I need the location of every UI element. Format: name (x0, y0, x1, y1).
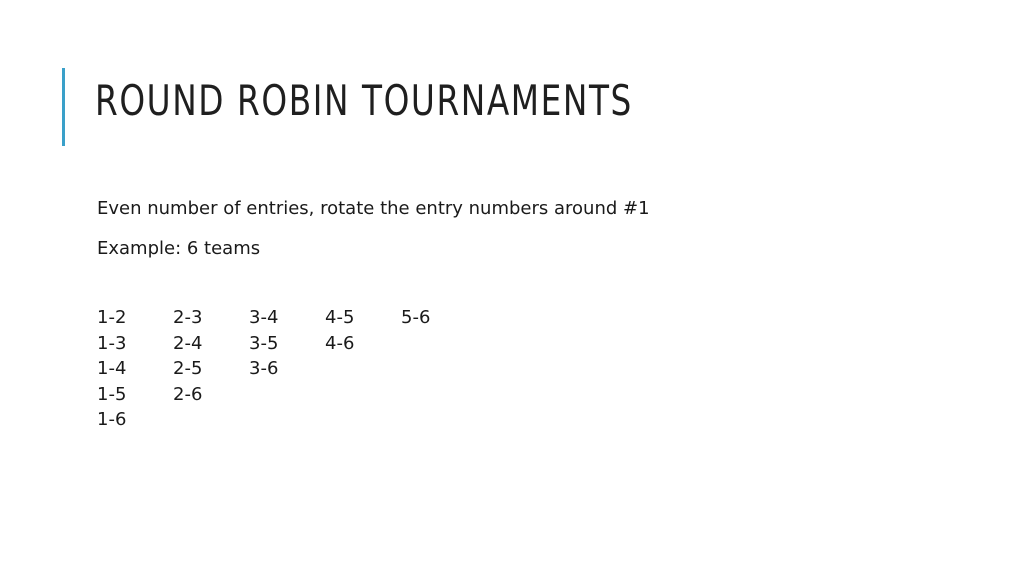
pairing-cell: 1-6 (97, 409, 127, 430)
pairing-cell: 2-5 (173, 358, 203, 379)
body-line-even-entries: Even number of entries, rotate the entry numbers around #1 (97, 198, 650, 219)
pairing-cell: 1-5 (97, 383, 127, 405)
body-line-example: Example: 6 teams (97, 238, 261, 259)
pairings-row (97, 356, 477, 382)
pairing-cell: 3-6 (249, 358, 279, 379)
pairing-cell: 1-2 (97, 307, 127, 328)
pairing-cell: 5-6 (401, 307, 431, 328)
pairing-cell: 1-4 (97, 358, 127, 379)
slide-title: ROUND ROBIN TOURNAMENTS (95, 76, 633, 125)
pairings-row (97, 331, 477, 357)
pairings-row (97, 382, 477, 408)
pairing-cell: 1-3 (97, 332, 127, 354)
pairing-cell: 4-6 (325, 332, 355, 354)
pairing-cell: 2-4 (173, 332, 203, 354)
pairings-grid (97, 305, 477, 433)
pairings-row (97, 305, 477, 331)
title-accent-bar (62, 68, 65, 146)
pairings-row (97, 407, 477, 433)
pairing-cell: 2-3 (173, 307, 203, 328)
pairing-cell: 2-6 (173, 383, 203, 405)
pairing-cell: 3-5 (249, 332, 279, 354)
pairing-cell: 3-4 (249, 307, 279, 328)
pairing-cell: 4-5 (325, 307, 355, 328)
